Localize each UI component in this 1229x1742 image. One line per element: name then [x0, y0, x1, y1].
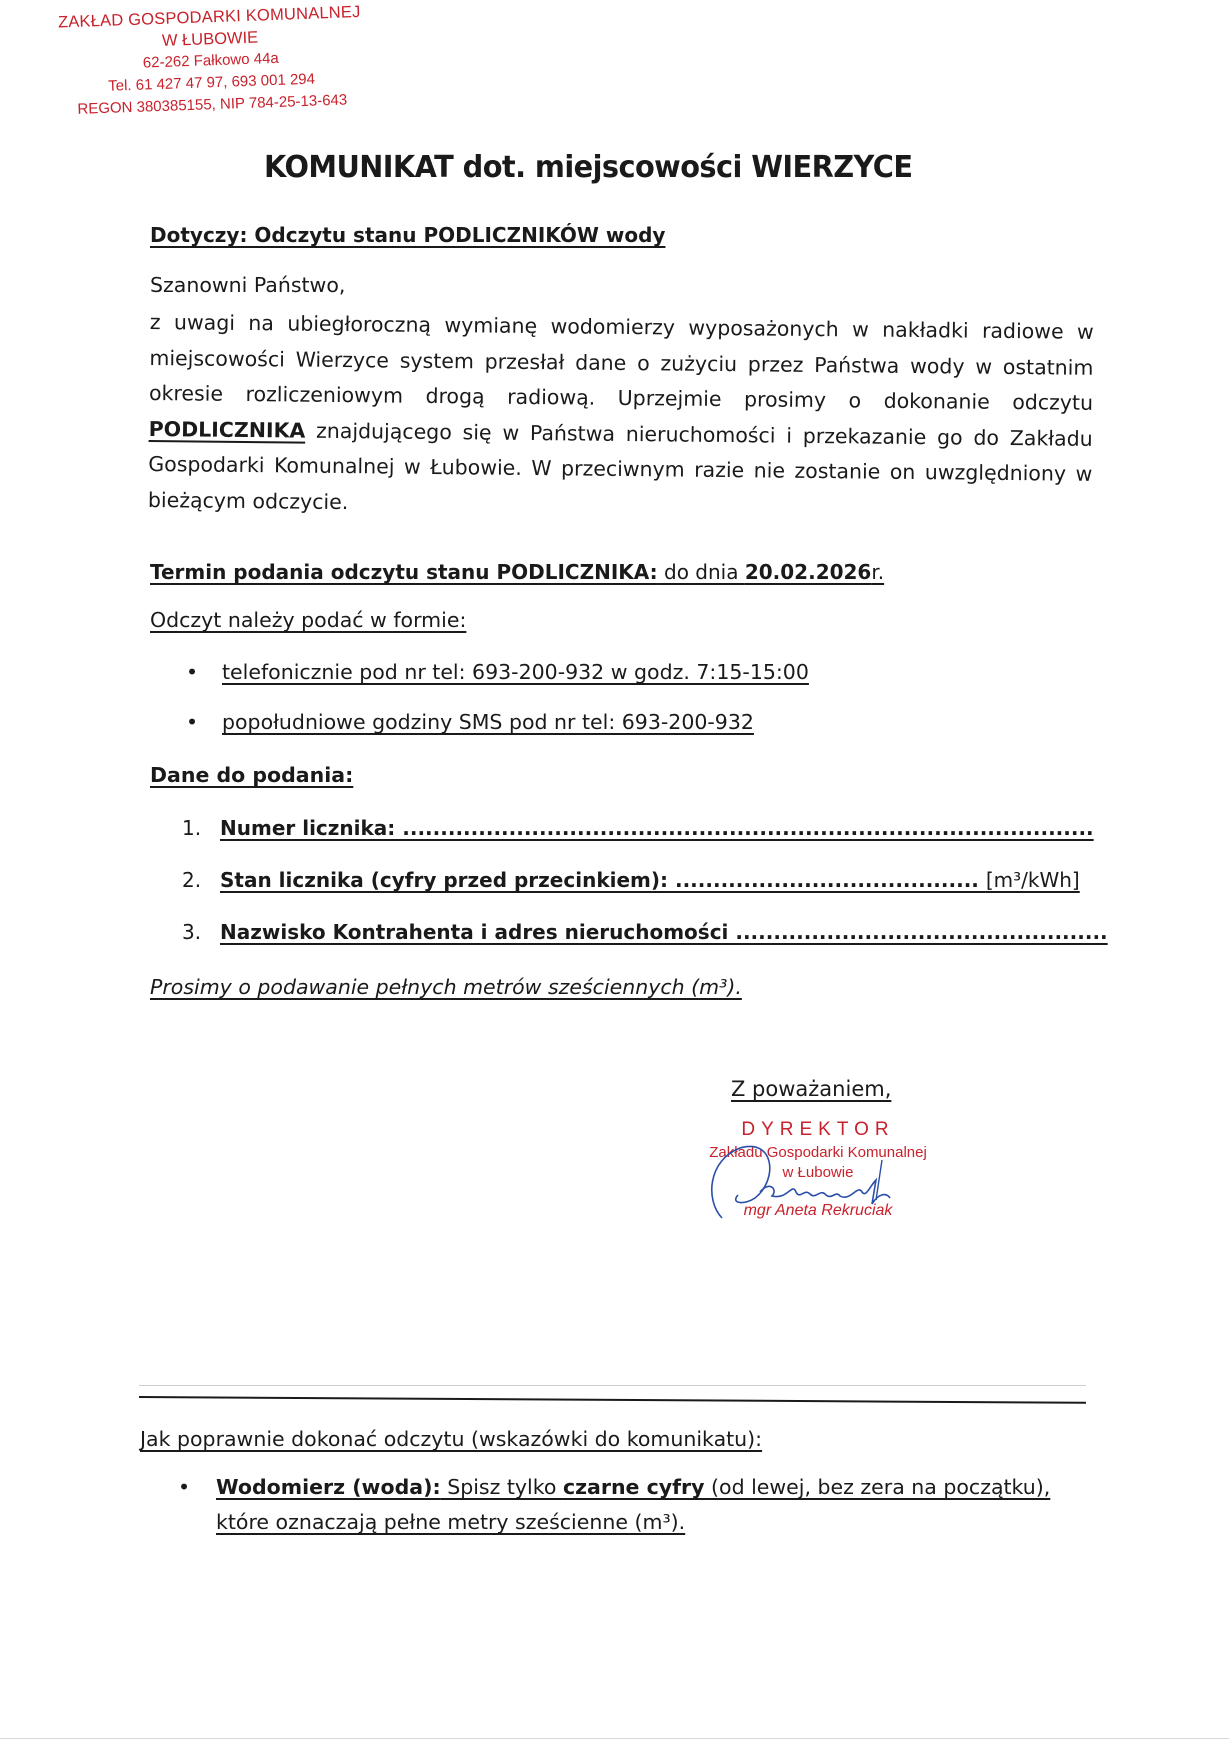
- divider-faint: [139, 1385, 1086, 1386]
- deadline-prefix: do dnia: [657, 560, 745, 584]
- tip-text2: (od lewej, bez zera na początku), które oznaczają pełne metry sześcienne (m³).: [216, 1475, 1051, 1534]
- company-stamp: [44, 0, 378, 121]
- divider: [139, 1396, 1086, 1404]
- body-text-part1: z uwagi na ubiegłoroczną wymianę wodomierzy wyposażonych w nakładki radiowe w miejscowości Wierzyce system przesłał dane o zużyciu przez Państwa wody w ostatnim okresie rozliczeniowym drogą radiową. Uprzejmie prosimy o dokonanie odczytu: [148, 309, 1094, 415]
- stamp-phone: Tel. 61 427 47 97, 693 001 294: [107, 70, 316, 95]
- method-item-phone: [180, 654, 1080, 704]
- greeting: Szanowni Państwo,: [150, 273, 346, 297]
- deadline-label: Termin podania odczytu stanu PODLICZNIKA:: [150, 560, 658, 584]
- form-heading: Odczyt należy podać w formie:: [150, 608, 467, 632]
- director-role: DYREKTOR: [741, 1119, 895, 1140]
- tip-text1: Spisz tylko: [440, 1475, 563, 1499]
- stamp-regon-nip: REGON 380385155, NIP 784-25-13-643: [77, 91, 348, 118]
- subject-line: Dotyczy: Odczytu stanu PODLICZNIKÓW wody: [150, 223, 666, 247]
- closing-regards: Z poważaniem,: [731, 1077, 892, 1101]
- tips-list: [170, 1470, 1080, 1540]
- scan-edge: [0, 1738, 1229, 1739]
- field-label: Stan licznika (cyfry przed przecinkiem): ........................................: [220, 868, 986, 892]
- body-paragraph: [148, 305, 1094, 528]
- field-unit: [m³/kWh]: [985, 868, 1080, 892]
- method-text: telefonicznie pod nr tel: 693-200-932 w godz. 7:15-15:00: [222, 660, 809, 684]
- director-org: Zakładu Gospodarki Komunalnej: [709, 1144, 927, 1161]
- field-number: 1.: [182, 816, 202, 840]
- method-text: popołudniowe godziny SMS pod nr tel: 693-200-932: [222, 710, 754, 734]
- field-label: Numer licznika: ...........................................................................................: [220, 816, 1094, 840]
- method-item-sms: [180, 704, 1080, 754]
- stamp-address: 62-262 Fałkowo 44a: [142, 49, 280, 72]
- field-list: [180, 810, 1108, 966]
- handwritten-signature-icon: [700, 1140, 930, 1230]
- field-number: 3.: [182, 920, 202, 944]
- tip-label: Wodomierz (woda):: [216, 1475, 441, 1499]
- tips-heading: Jak poprawnie dokonać odczytu (wskazówki do komunikatu):: [140, 1427, 763, 1451]
- field-item-meter-reading: [180, 862, 1080, 914]
- field-label: Nazwisko Kontrahenta i adres nieruchomości .................................................: [220, 920, 1108, 944]
- director-name: mgr Aneta Rekruciak: [743, 1202, 893, 1219]
- deadline-suffix: r.: [871, 560, 885, 584]
- stamp-company-name: ZAKŁAD GOSPODARKI KOMUNALNEJ: [57, 2, 361, 32]
- deadline-date: 20.02.2026: [744, 560, 872, 584]
- method-list: [180, 654, 1080, 754]
- document-title: KOMUNIKAT dot. miejscowości WIERZYCE: [264, 150, 913, 185]
- director-place: w Łubowie: [782, 1164, 854, 1181]
- field-number: 2.: [182, 868, 202, 892]
- tip-item-water-meter: [170, 1470, 1080, 1540]
- body-text-part2: znajdującego się w Państwa nieruchomości i przekazanie go do Zakładu Gospodarki Komunalnej w Łubowie. W przeciwnym razie nie zostanie on uwzględniony w bieżącym odczycie.: [147, 418, 1093, 514]
- field-item-name-address: [180, 914, 1108, 966]
- deadline-line: [150, 555, 1094, 590]
- tip-bold: czarne cyfry: [562, 1475, 705, 1499]
- data-heading: Dane do podania:: [150, 763, 354, 787]
- stamp-company-location: W ŁUBOWIE: [161, 28, 259, 50]
- field-item-meter-number: [180, 810, 1094, 862]
- note-line: Prosimy o podawanie pełnych metrów sześciennych (m³).: [150, 975, 742, 999]
- body-emphasis: PODLICZNIKA: [148, 416, 306, 443]
